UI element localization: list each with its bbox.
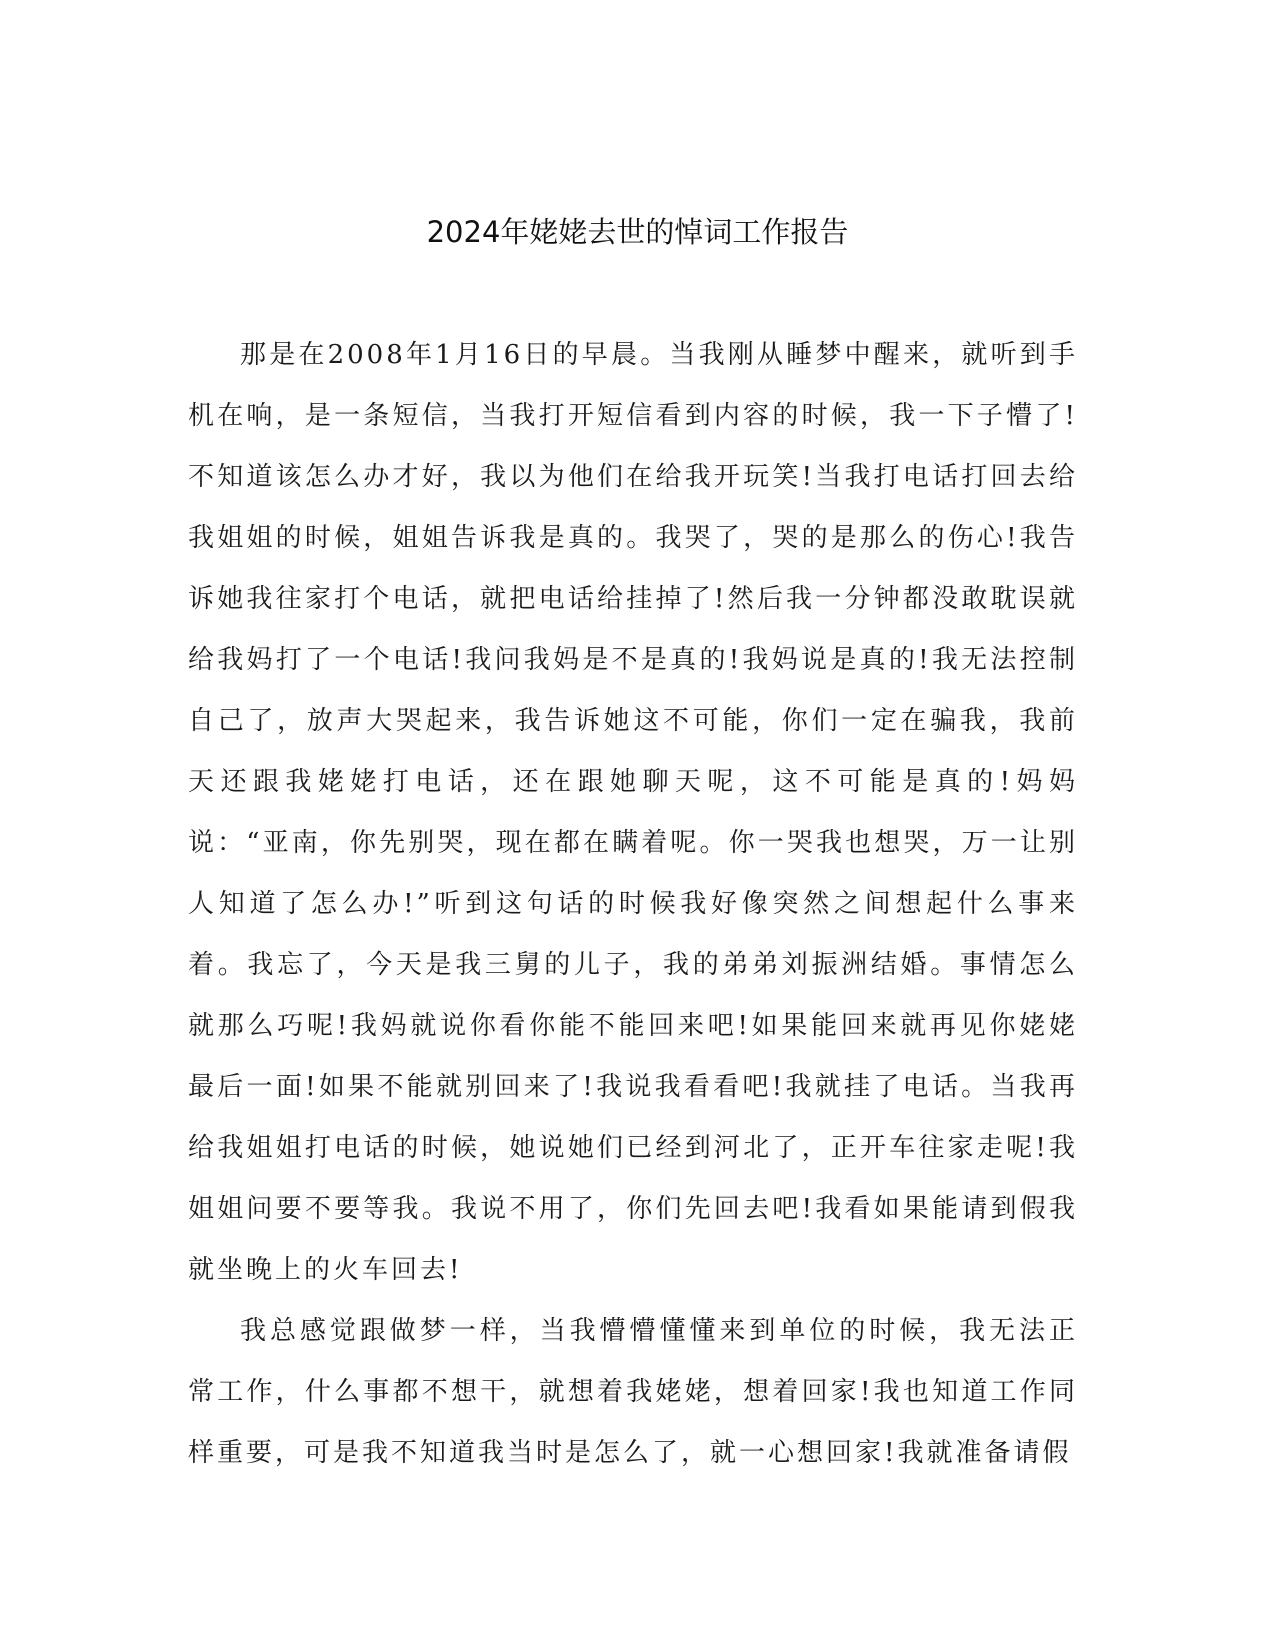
paragraph-2: 我总感觉跟做梦一样，当我懵懵懂懂来到单位的时候，我无法正常工作，什么事都不想干，就想着我姥姥，想着回家!我也知道工作同样重要，可是我不知道我当时是怎么了，就一心想回家!我就准备请假 [188, 1316, 1078, 1468]
paragraph-1: 那是在2008年1月16日的早晨。当我刚从睡梦中醒来，就听到手机在响，是一条短信，当我打开短信看到内容的时候，我一下子懵了!不知道该怎么办才好，我以为他们在给我开玩笑!当我打电话打回去给我姐姐的时候，姐姐告诉我是真的。我哭了，哭的是那么的伤心!我告诉她我往家打个电话，就把电话给挂掉了!然后我一分钟都没敢耽误就给我妈打了一个电话!我问我妈是不是真的!我妈说是真的!我无法控制自己了，放声大哭起来，我告诉她这不可能，你们一定在骗我，我前天还跟我姥姥打电话，还在跟她聊天呢，这不可能是真的!妈妈说：“亚南，你先别哭，现在都在瞒着呢。你一哭我也想哭，万一让别人知道了怎么办!”听到这句话的时候我好像突然之间想起什么事来着。我忘了，今天是我三舅的儿子，我的弟弟刘振洲结婚。事情怎么就那么巧呢!我妈就说你看你能不能回来吧!如果能回来就再见你姥姥最后一面!如果不能就别回来了!我说我看看吧!我就挂了电话。当我再给我姐姐打电话的时候，她说她们已经到河北了，正开车往家走呢!我姐姐问要不要等我。我说不用了，你们先回去吧!我看如果能请到假我就坐晚上的火车回去! [188, 340, 1078, 1285]
document-body [188, 325, 1078, 1484]
document-title: 2024年姥姥去世的悼词工作报告 [426, 215, 849, 249]
